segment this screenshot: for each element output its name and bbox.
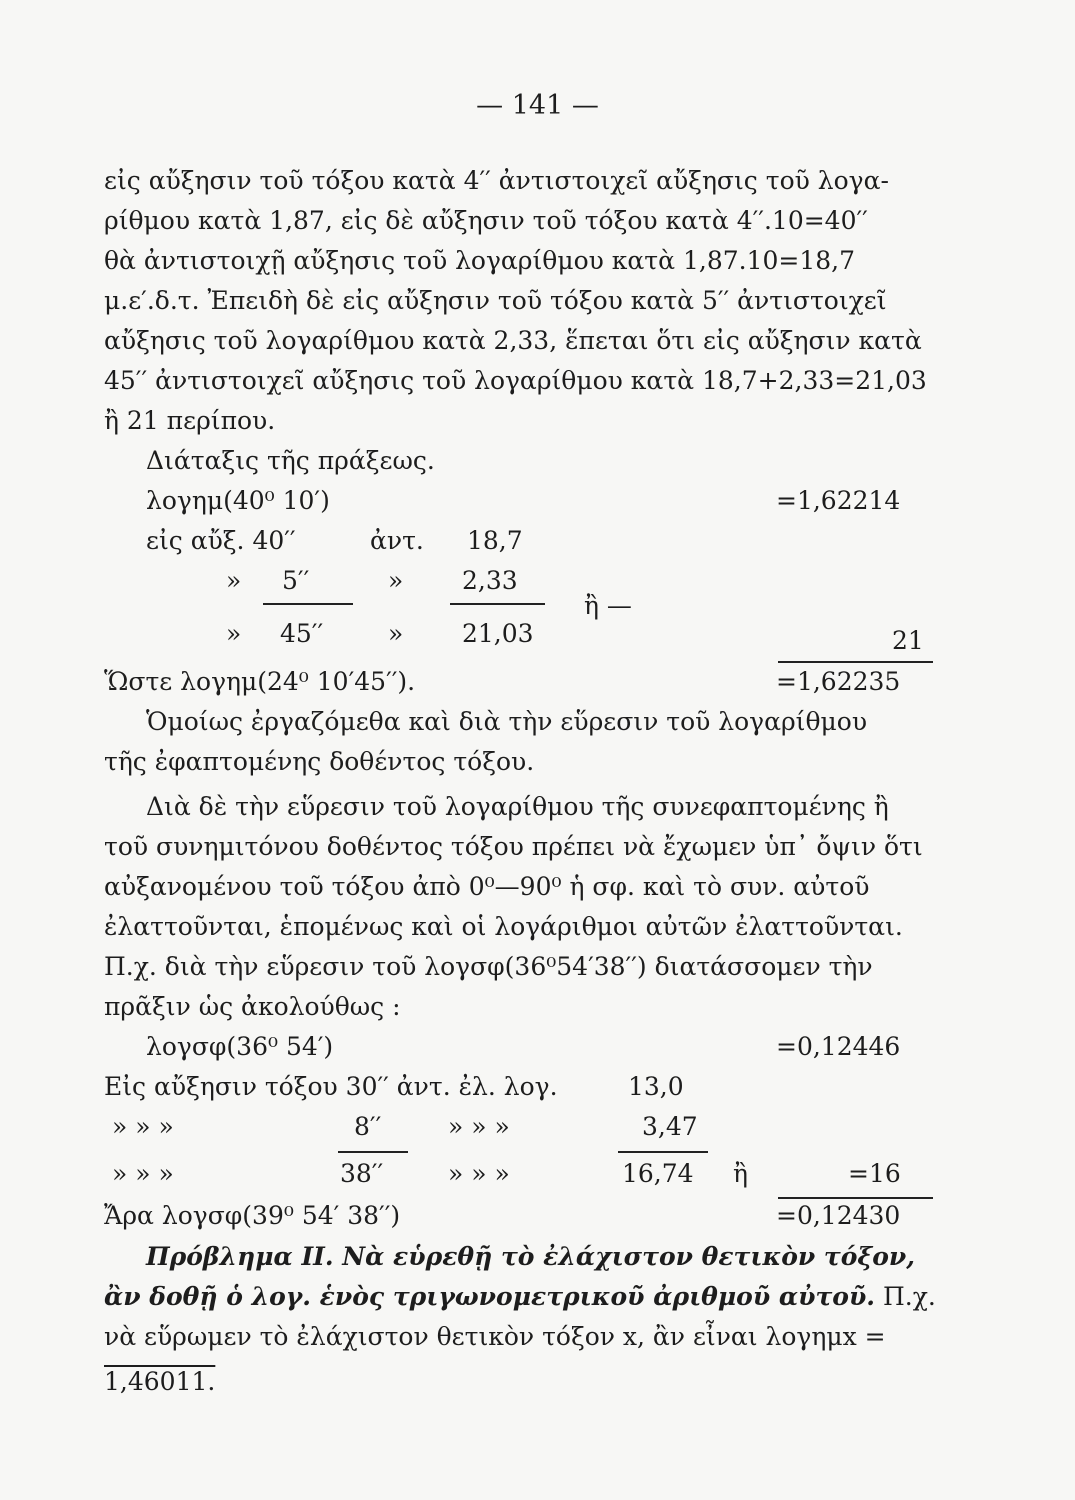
text-line: αὔξησις τοῦ λογαρίθμου κατὰ 2,33, ἕπεται ὅτι εἰς αὔξησιν κατὰ <box>104 326 922 355</box>
text-line: πρᾶξιν ὡς ἀκολούθως : <box>104 992 401 1021</box>
text-line: Π.χ. διὰ τὴν εὕρεσιν τοῦ λογσφ(36⁰54′38′′) διατάσσομεν τὴν <box>104 952 873 981</box>
text-line: ρίθμου κατὰ 1,87, εἰς δὲ αὔξησιν τοῦ τόξου κατὰ 4′′.10=40′′ <box>104 206 868 235</box>
text-line: τῆς ἐφαπτομένης δοθέντος τόξου. <box>104 747 535 776</box>
calc1-rule-b <box>450 603 545 605</box>
text-line: τοῦ συνημιτόνου δοθέντος τόξου πρέπει νὰ ἔχωμεν ὑπ᾽ ὄψιν ὅτι <box>104 832 923 861</box>
problem-line3: νὰ εὕρωμεν τὸ ἐλάχιστον θετικὸν τόξον x, ἂν εἶναι λογημx = <box>104 1322 886 1351</box>
calc1-row3-d: 2,33 <box>462 566 518 595</box>
calc2-row2-left: Εἰς αὔξησιν τόξου 30′′ ἀντ. ἐλ. λογ. <box>104 1072 558 1101</box>
problem-line2-plain: Π.χ. <box>875 1282 936 1311</box>
calc2-rule-a <box>338 1151 408 1153</box>
text-line: αὐξανομένου τοῦ τόξου ἀπὸ 0⁰—90⁰ ἡ σφ. καὶ τὸ συν. αὐτοῦ <box>104 872 870 901</box>
calc1-result-right: =1,62235 <box>776 667 901 696</box>
text-line: Ὁμοίως ἐργαζόμεθα καὶ διὰ τὴν εὕρεσιν τοῦ λογαρίθμου <box>146 707 868 736</box>
calc2-row3-val: 3,47 <box>642 1112 698 1141</box>
text-line: 45′′ ἀντιστοιχεῖ αὔξησις τοῦ λογαρίθμου κατὰ 18,7+2,33=21,03 <box>104 366 927 395</box>
calc2-row4-e: ἢ <box>733 1159 748 1188</box>
text-line: εἰς αὔξησιν τοῦ τόξου κατὰ 4′′ ἀντιστοιχεῖ αὔξησις τοῦ λογα- <box>104 166 889 195</box>
calc1-row4-a: » <box>226 619 242 648</box>
calc2-row1-right: =0,12446 <box>776 1032 901 1061</box>
page-number: — 141 — <box>476 90 599 121</box>
text-line: μ.ε′.δ.τ. Ἐπειδὴ δὲ εἰς αὔξησιν τοῦ τόξου κατὰ 5′′ ἀντιστοιχεῖ <box>104 286 887 315</box>
calc1-row4-c: » <box>388 619 404 648</box>
text-line: Διὰ δὲ τὴν εὕρεσιν τοῦ λογαρίθμου τῆς συνεφαπτομένης ἢ <box>146 792 889 821</box>
calc1-rule-result <box>778 661 933 663</box>
calc1-row3-e: ἢ — <box>584 591 632 620</box>
calc1-row1-left: λογημ(40⁰ 10′) <box>146 486 330 515</box>
calc1-row2-c: 18,7 <box>467 526 523 555</box>
problem-title: Πρόβλημα ΙΙ. Νὰ εὑρεθῇ τὸ ἐλάχιστον θετικὸν τόξον, <box>146 1242 915 1271</box>
calc2-row1-left: λογσφ(36⁰ 54′) <box>146 1032 334 1061</box>
calc2-row4-val: 16,74 <box>622 1159 694 1188</box>
text-line: ἢ 21 περίπου. <box>104 406 276 435</box>
text-line: ἐλαττοῦνται, ἑπομένως καὶ οἱ λογάριθμοι αὐτῶν ἐλαττοῦνται. <box>104 912 903 941</box>
calc2-row4-right: =16 <box>848 1159 901 1188</box>
calc1-row4-d: 21,03 <box>462 619 534 648</box>
calc2-rule-result <box>778 1197 933 1199</box>
calc2-row3-b: 8′′ <box>354 1112 382 1141</box>
calc2-rule-b <box>618 1151 708 1153</box>
calc2-row3-marks: » » » <box>112 1112 174 1141</box>
calc2-row4-marks: » » » <box>112 1159 174 1188</box>
problem-line4: 1,46011. <box>104 1367 216 1396</box>
calc2-row2-val: 13,0 <box>628 1072 684 1101</box>
calc2-result-left: Ἄρα λογσφ(39⁰ 54′ 38′′) <box>104 1201 401 1230</box>
arrangement-heading: Διάταξις τῆς πράξεως. <box>146 446 435 475</box>
calc1-row3-b: 5′′ <box>282 566 310 595</box>
calc1-result-left: Ὥστε λογημ(24⁰ 10′45′′). <box>104 667 416 696</box>
calc1-row1-right: =1,62214 <box>776 486 901 515</box>
calc1-row3-c: » <box>388 566 404 595</box>
calc2-row4-c: » » » <box>448 1159 510 1188</box>
calc2-result-right: =0,12430 <box>776 1201 901 1230</box>
calc1-row4-e: 21 <box>892 626 924 655</box>
calc2-row3-c: » » » <box>448 1112 510 1141</box>
calc1-row4-b: 45′′ <box>280 619 324 648</box>
calc1-row2-b: ἀντ. <box>370 526 424 555</box>
calc1-row3-a: » <box>226 566 242 595</box>
problem-line2-bold: ἂν δοθῇ ὁ λογ. ἑνὸς τριγωνομετρικοῦ ἀριθμοῦ αὐτοῦ. <box>104 1282 875 1311</box>
calc1-rule-a <box>263 603 353 605</box>
problem-line2 <box>104 1281 936 1313</box>
text-line: θὰ ἀντιστοιχῇ αὔξησις τοῦ λογαρίθμου κατὰ 1,87.10=18,7 <box>104 246 856 275</box>
calc1-row2-a: εἰς αὔξ. 40′′ <box>146 526 296 555</box>
calc2-row4-b: 38′′ <box>340 1159 384 1188</box>
